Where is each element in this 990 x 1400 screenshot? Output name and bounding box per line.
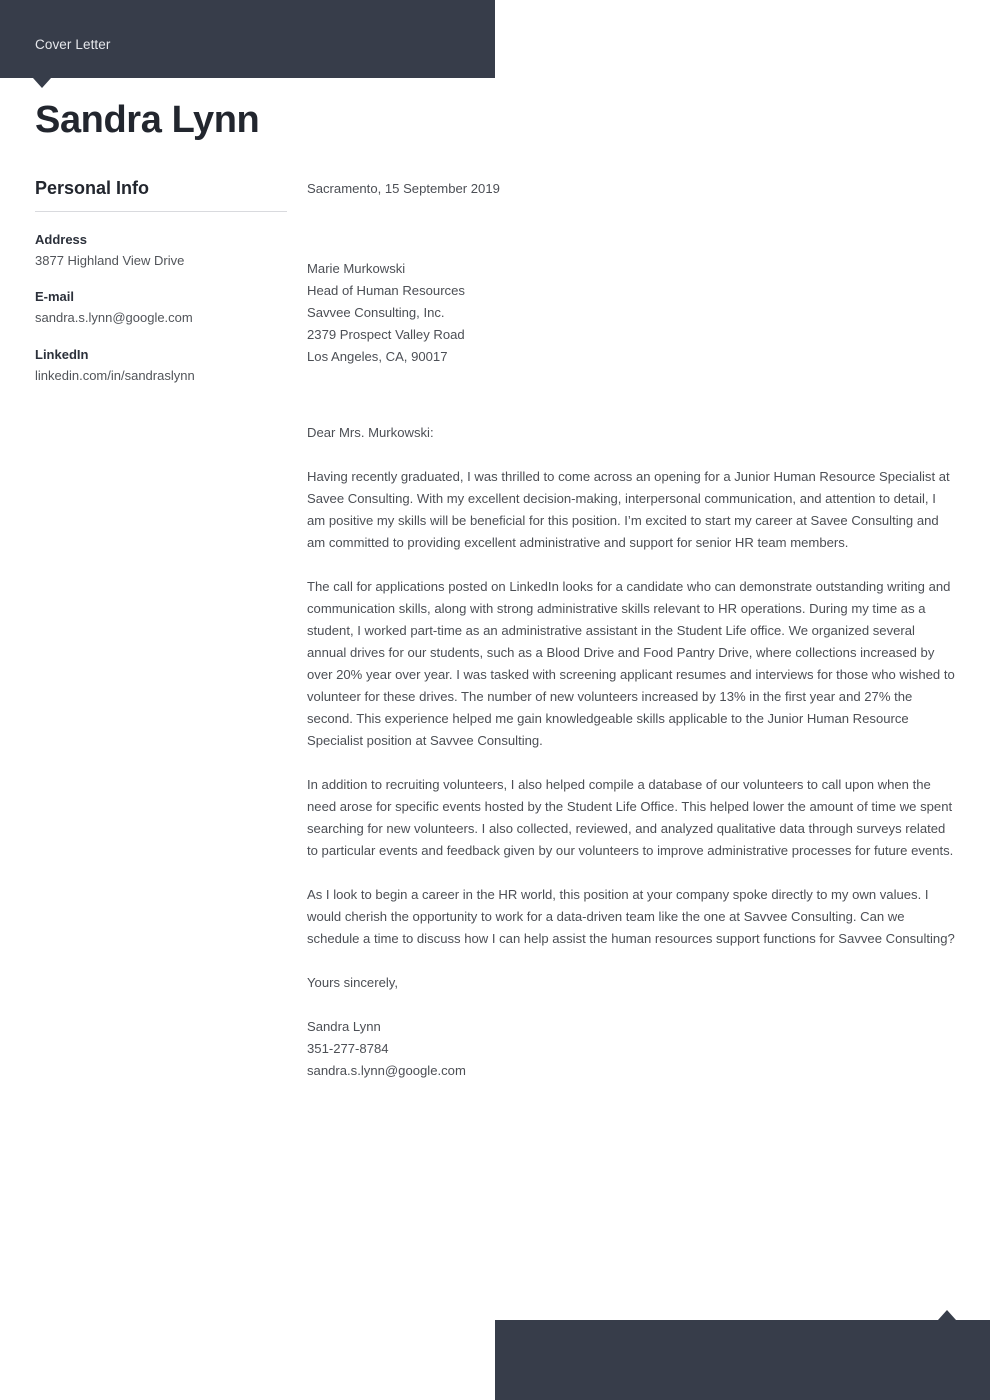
info-group-email	[35, 287, 287, 329]
personal-info-sidebar	[35, 178, 287, 402]
info-group-linkedin	[35, 345, 287, 387]
letter-paragraph-1: Having recently graduated, I was thrilled to come across an opening for a Junior Human Resource Specialist at Savee Consulting. With my excellent decision-making, interpersonal communication, and attention to detail, I am positive my skills will be beneficial for this position. I’m excited to start my career at Savee Consulting and am committed to providing excellent administrative and support for senior HR team members.	[307, 469, 950, 550]
info-group-address	[35, 230, 287, 272]
signature-block	[307, 1016, 955, 1082]
letter-date-line: Sacramento, 15 September 2019	[307, 181, 500, 196]
recipient-title: Head of Human Resources	[307, 283, 465, 298]
recipient-address-block	[307, 258, 955, 368]
recipient-city-state-zip: Los Angeles, CA, 90017	[307, 349, 448, 364]
info-value-email[interactable]: sandra.s.lynn@google.com	[35, 310, 193, 326]
info-label-linkedin: LinkedIn	[35, 346, 89, 362]
info-label-email: E-mail	[35, 289, 75, 305]
letter-closing: Yours sincerely,	[307, 975, 398, 990]
header-band	[0, 0, 495, 78]
recipient-street: 2379 Prospect Valley Road	[307, 327, 465, 342]
info-value-linkedin[interactable]: linkedin.com/in/sandraslynn	[35, 367, 195, 383]
info-label-address: Address	[35, 231, 88, 247]
signature-name: Sandra Lynn	[307, 1019, 381, 1034]
document-type-label: Cover Letter	[35, 37, 111, 52]
recipient-company: Savvee Consulting, Inc.	[307, 305, 445, 320]
page-title: Sandra Lynn	[35, 99, 260, 141]
footer-notch-triangle-icon	[938, 1310, 956, 1320]
recipient-name: Marie Murkowski	[307, 261, 406, 276]
letter-paragraph-4: As I look to begin a career in the HR world, this position at your company spoke directly to my own values. I would cherish the opportunity to work for a data-driven team like the one at Savvee Consulting. Can we schedule a time to discuss how I can help assist the human resources support functions for Savvee Consulting?	[307, 887, 955, 946]
letter-paragraph-3: In addition to recruiting volunteers, I also helped compile a database of our volunteers to call upon when the need arose for specific events hosted by the Student Life Office. This helped lower the amount of time we spent searching for new volunteers. I also collected, reviewed, and analyzed qualitative data through surveys related to particular events and feedback given by our volunteers to improve administrative processes for future events.	[307, 777, 954, 858]
info-value-address: 3877 Highland View Drive	[35, 252, 185, 268]
letter-paragraph-2: The call for applications posted on LinkedIn looks for a candidate who can demonstrate outstanding writing and communication skills, along with strong administrative skills relevant to HR operations. During my time as a student, I worked part-time as an administrative assistant in the Student Life office. We organized several annual drives for our students, such as a Blood Drive and Food Pantry Drive, where collections increased by over 20% year over year. I was tasked with screening applicant resumes and interviews for those who wished to volunteer for these drives. The number of new volunteers increased by 13% in the first year and 27% the second. This experience helped me gain knowledgeable skills applicable to the Junior Human Resource Specialist position at Savvee Consulting.	[307, 579, 955, 748]
sidebar-divider	[35, 211, 287, 212]
header-notch-triangle-icon	[33, 78, 51, 88]
sidebar-section-title: Personal Info	[35, 178, 150, 198]
footer-band	[495, 1320, 990, 1400]
signature-phone: 351-277-8784	[307, 1041, 389, 1056]
signature-email: sandra.s.lynn@google.com	[307, 1063, 466, 1078]
cover-letter-body	[307, 178, 955, 1082]
letter-salutation: Dear Mrs. Murkowski:	[307, 425, 434, 440]
